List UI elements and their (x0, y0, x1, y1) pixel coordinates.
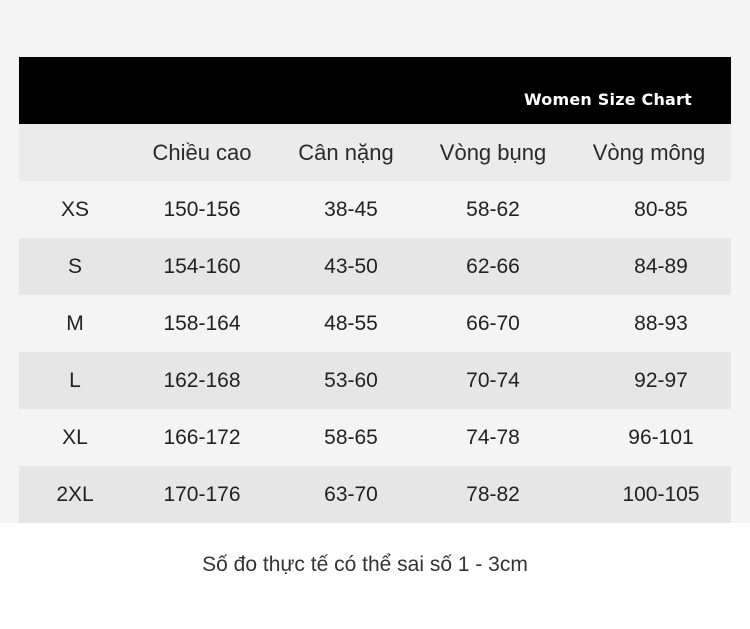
size-cell: L (69, 368, 81, 392)
hip-cell: 96-101 (628, 425, 694, 449)
height-cell: 154-160 (163, 254, 241, 278)
hip-cell: 100-105 (622, 482, 700, 506)
size-cell: M (66, 311, 84, 335)
height-cell: 162-168 (163, 368, 241, 392)
table-row (19, 352, 731, 409)
size-cell: S (67, 254, 82, 278)
header-height: Chiều cao (152, 139, 252, 165)
height-cell: 170-176 (163, 482, 241, 506)
weight-cell: 58-65 (324, 425, 378, 449)
height-cell: 166-172 (163, 425, 241, 449)
table-row (19, 295, 731, 352)
hip-cell: 84-89 (634, 254, 688, 278)
header-hip: Vòng mông (592, 139, 706, 165)
size-cell: XL (62, 425, 88, 449)
top-strip (0, 0, 750, 6)
waist-cell: 74-78 (466, 425, 520, 449)
weight-cell: 38-45 (324, 197, 378, 221)
table-row (19, 409, 731, 466)
chart-title: Women Size Chart (524, 90, 692, 109)
waist-cell: 70-74 (466, 368, 520, 392)
size-cell: XS (60, 197, 89, 221)
table-row (19, 466, 731, 523)
footer-area (0, 523, 750, 629)
table-row (19, 238, 731, 295)
weight-cell: 43-50 (324, 254, 378, 278)
waist-cell: 66-70 (466, 311, 520, 335)
size-cell: 2XL (56, 482, 94, 506)
waist-cell: 62-66 (466, 254, 520, 278)
hip-cell: 92-97 (634, 368, 688, 392)
header-waist: Vòng bụng (439, 139, 547, 165)
table-row (19, 181, 731, 238)
waist-cell: 78-82 (466, 482, 520, 506)
waist-cell: 58-62 (466, 197, 520, 221)
height-cell: 158-164 (163, 311, 241, 335)
weight-cell: 63-70 (324, 482, 378, 506)
hip-cell: 88-93 (634, 311, 688, 335)
weight-cell: 48-55 (324, 311, 378, 335)
header-weight: Cân nặng (298, 139, 394, 165)
hip-cell: 80-85 (634, 197, 688, 221)
size-chart (19, 57, 731, 523)
table-header-row (19, 124, 731, 181)
weight-cell: 53-60 (324, 368, 378, 392)
height-cell: 150-156 (163, 197, 241, 221)
measurement-note: Số đo thực tế có thể sai số 1 - 3cm (202, 553, 528, 576)
chart-banner (19, 57, 731, 124)
